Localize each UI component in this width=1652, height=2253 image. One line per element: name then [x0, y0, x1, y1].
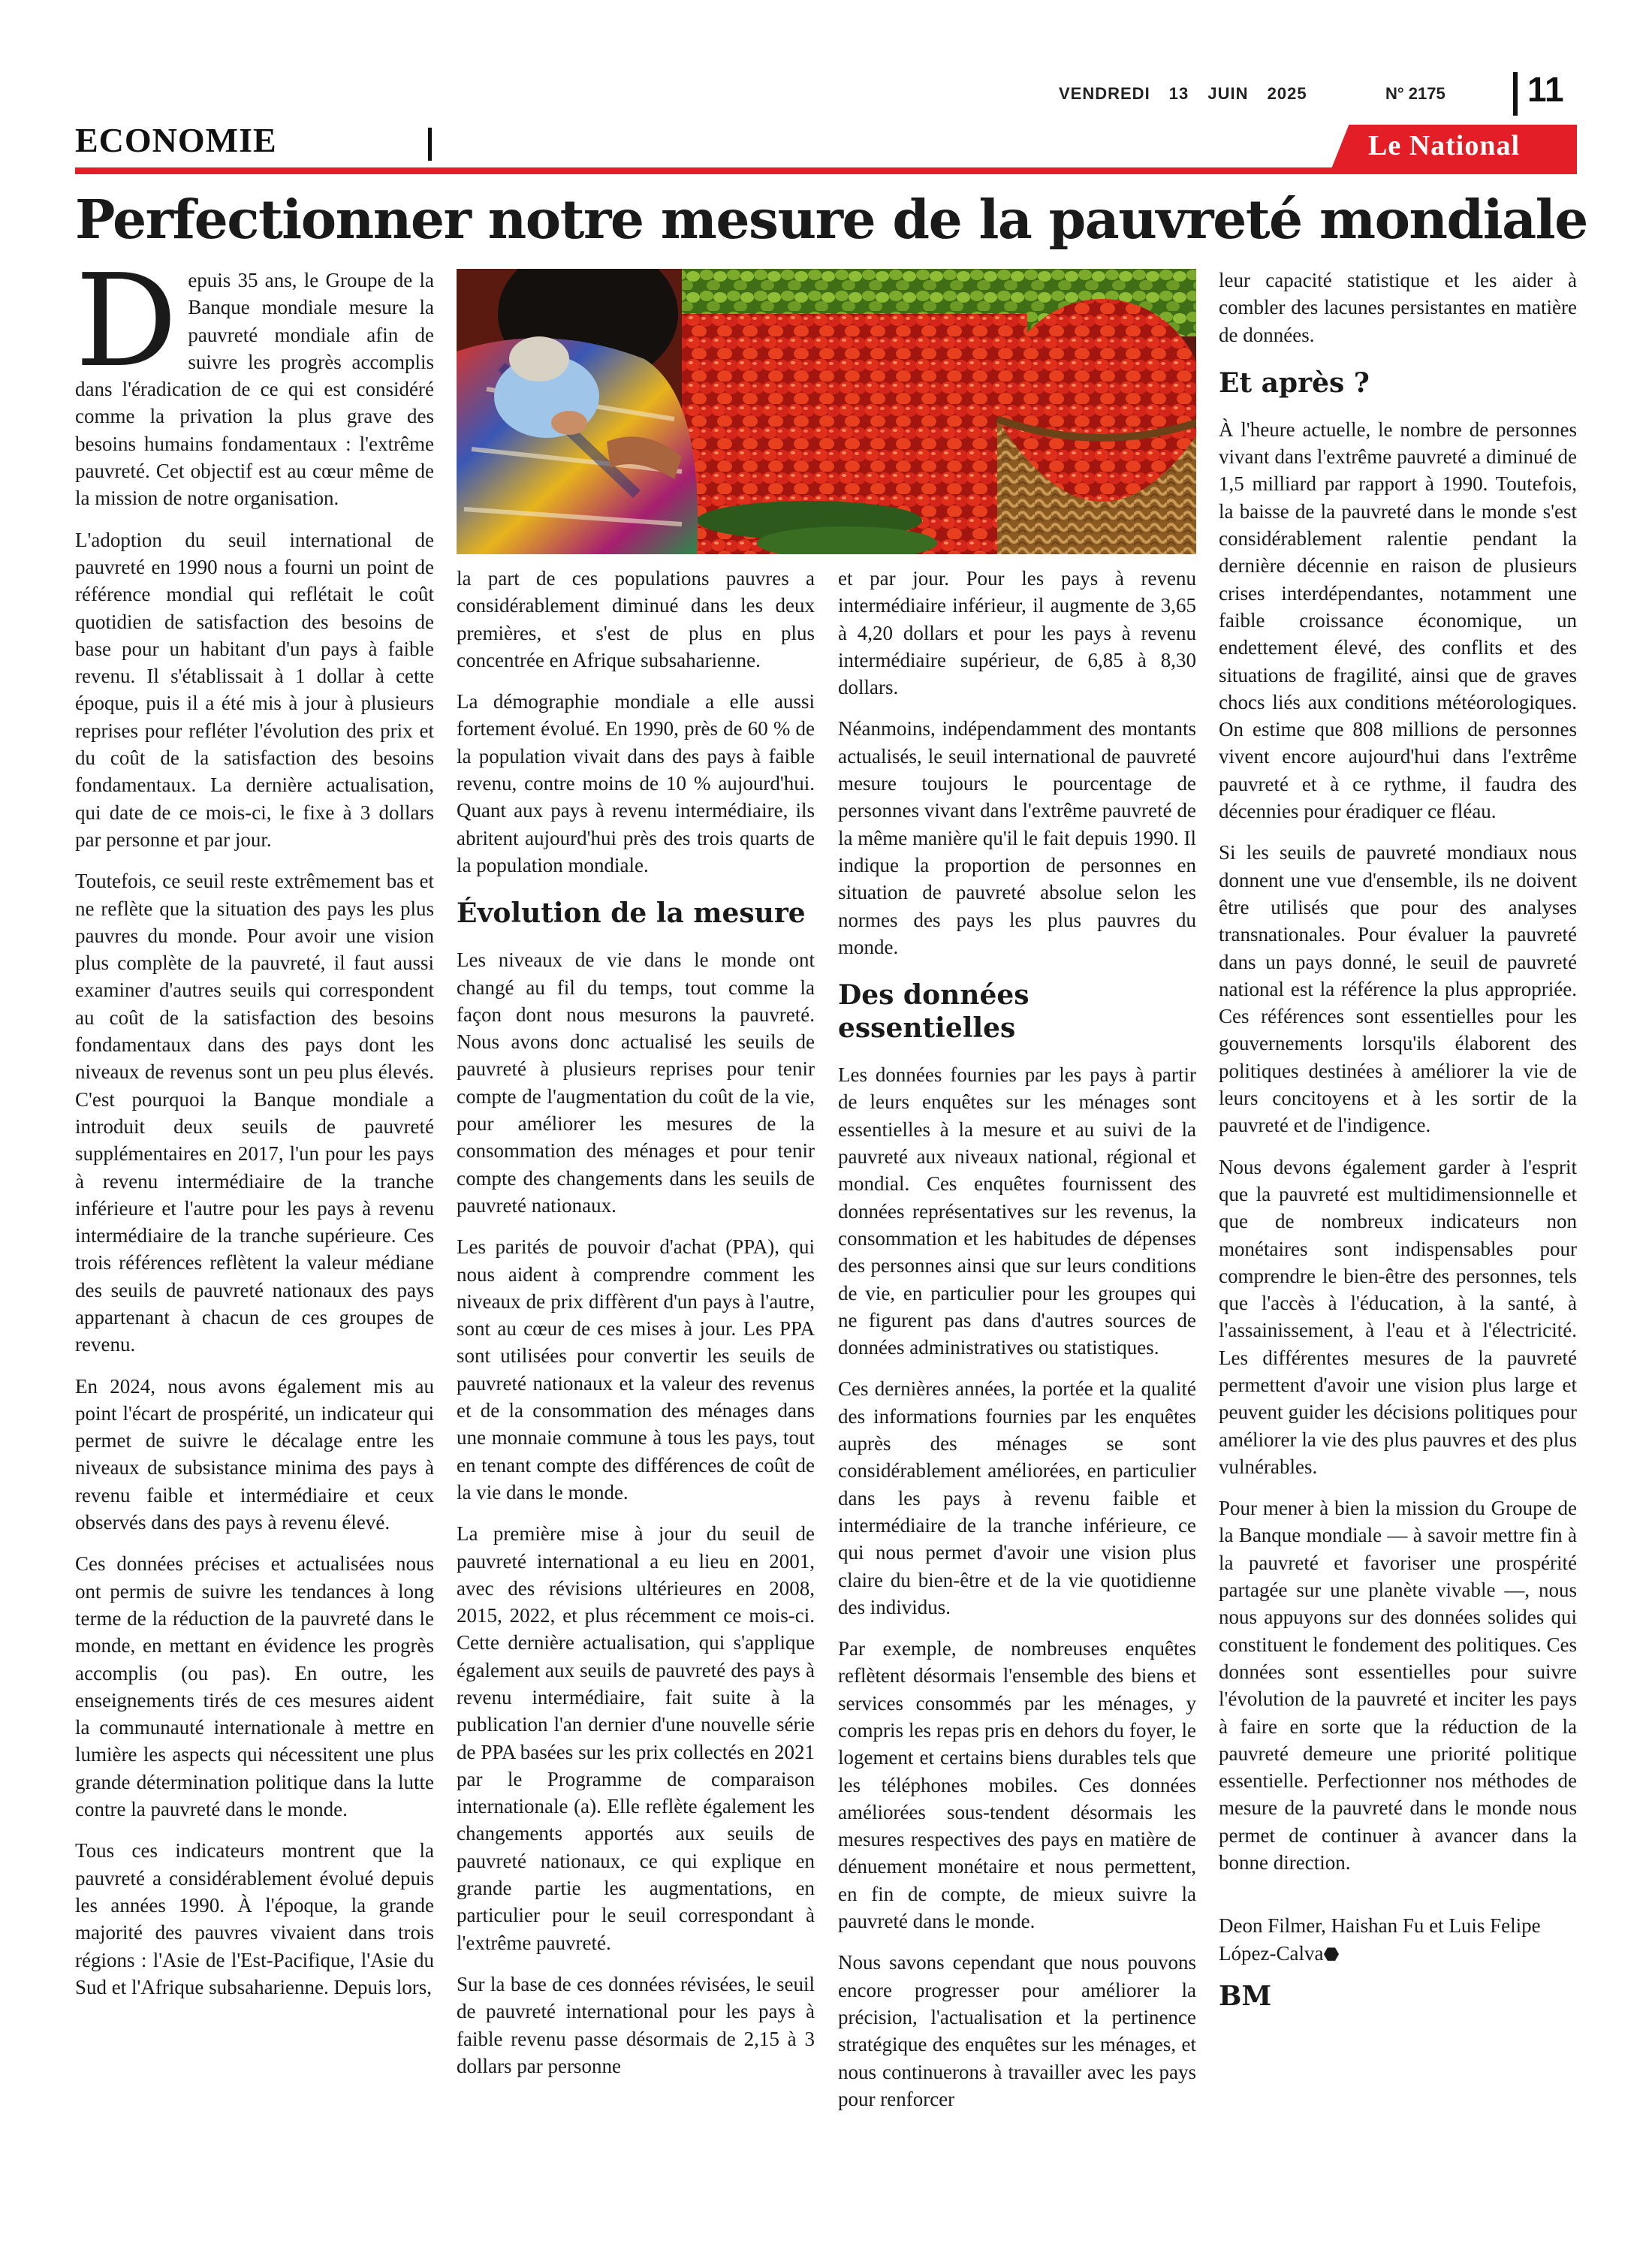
article-paragraph: L'adoption du seuil international de pauvreté en 1990 nous a fourni un point de référence mondial qui reflétait le coût quotidien de satisfaction des besoins de base pour un habitant d'un pays à faible revenu. Il s'établissait à 1 dollar à cette époque, puis il a été mis à jour à plusieurs reprises pour refléter l'évolution des prix et du coût de la satisfaction des besoins fondamentaux. La dernière actualisation, qui date de ce mois-ci, le fixe à 3 dollars par personne et par jour.	[75, 528, 434, 851]
end-mark-icon: ⬣	[1323, 1944, 1340, 1965]
article-column-1	[75, 267, 434, 2189]
article-paragraph: Néanmoins, indépendamment des montants actualisés, le seuil international de pauvreté mesure toujours le pourcentage de personnes vivant dans l'extrême pauvreté de la même manière qu'il le fait depuis 1990. Il indique la proportion de personnes en situation de pauvreté absolue selon les normes des pays les plus pauvres du monde.	[838, 717, 1196, 958]
article-paragraph: À l'heure actuelle, le nombre de personnes vivant dans l'extrême pauvreté a diminué de 1,5 milliard par rapport à 1990. Toutefois, la baisse de la pauvreté dans le monde s'est considérablement ralentie pendant la dernière décennie en raison de plusieurs crises interdépendantes, notamment une faible croissance économique, un endettement élevé, des conflits et des situations de fragilité, ainsi que de graves chocs liés aux conditions météorologiques. On estime que 808 millions de personnes vivent encore aujourd'hui dans l'extrême pauvreté et à ce rythme, il faudra des décennies pour éradiquer ce fléau.	[1219, 418, 1577, 823]
article-paragraph: Tous ces indicateurs montrent que la pauvreté a considérablement évolué depuis les années 1990. À l'époque, la grande majorité des pauvres vivaient dans trois régions : l'Asie de l'Est-Pacifique, l'Asie du Sud et l'Afrique subsaharienne. Depuis lors,	[75, 1839, 434, 1998]
author-byline: Deon Filmer, Haishan Fu et Luis Felipe López-Calva⬣	[1219, 1914, 1541, 1965]
article-paragraph: Toutefois, ce seuil reste extrêmement bas et ne reflète que la situation des pays les plus pauvres du monde. Pour avoir une vision plus complète de la pauvreté, il faut aussi examiner d'autres seuils qui correspondent au coût de la satisfaction des besoins fondamentaux dans des pays dont les niveaux de revenus sont un peu plus élevés. C'est pourquoi la Banque mondiale a introduit deux seuils de pauvreté supplémentaires en 2017, l'un pour les pays à revenu intermédiaire de la tranche inférieure et l'autre pour les pays à revenu intermédiaire de la tranche supérieure. Ces trois références reflètent la valeur médiane des seuils de pauvreté nationaux des pays appartenant à chacun de ces groupes de revenu.	[75, 870, 434, 1356]
article-paragraph: Sur la base de ces données révisées, le seuil de pauvreté international pour les pays à faible revenu passe désormais de 2,15 à 3 dollars par personne	[457, 1972, 815, 2077]
section-divider	[428, 128, 432, 161]
issue-date: VENDREDI 13 JUIN 2025	[1059, 84, 1307, 103]
subheading: Et après ?	[1219, 366, 1370, 399]
header-rule	[75, 167, 1577, 174]
page-number: 11	[1527, 70, 1564, 109]
article-column-2	[457, 565, 815, 2194]
drop-cap: D	[75, 267, 178, 396]
article-title: Perfectionner notre mesure de la pauvreté mondiale	[75, 188, 1587, 251]
article-paragraph: Pour mener à bien la mission du Groupe de la Banque mondiale — à savoir mettre fin à la pauvreté et favoriser une prospérité partagée sur une planète vivable —, nous nous appuyons sur des données solides qui constituent le fondement des politiques. Ces données sont essentielles pour suivre l'évolution de la pauvreté et inciter les pays à faire en sorte que la réduction de la pauvreté demeure une priorité politique essentielle. Perfectionner nos méthodes de mesure de la pauvreté dans le monde nous permet de continuer à avancer dans la bonne direction.	[1219, 1497, 1577, 1874]
article-paragraph: Les données fournies par les pays à partir de leurs enquêtes sur les ménages sont essentielles à la mesure et au suivi de la pauvreté aux niveaux national, régional et mondial. Ces enquêtes fournissent des données représentatives sur les revenus, la consommation et les habitudes de dépenses des personnes ainsi que sur leurs conditions de vie, en particulier pour les groupes qui ne figurent pas dans d'autres sources de données administratives ou statistiques.	[838, 1063, 1196, 1359]
article-paragraph: Les niveaux de vie dans le monde ont changé au fil du temps, tout comme la façon dont nous mesurons la pauvreté. Nous avons donc actualisé les seuils de pauvreté à plusieurs reprises pour tenir compte de l'augmentation du coût de la vie, pour améliorer les mesures de la consommation des ménages et pour tenir compte des changements dans les seuils de pauvreté nationaux.	[457, 949, 815, 1217]
market-vegetables-photo	[457, 269, 1196, 554]
article-paragraph: Depuis 35 ans, le Groupe de la Banque mondiale mesure la pauvreté mondiale afin de suivre les progrès accomplis dans l'éradication de ce qui est considéré comme la privation la plus grave des besoins humains fondamentaux : l'extrême pauvreté. Cet objectif est au cœur même de la mission de notre organisation.	[75, 267, 434, 510]
subheading: Des données essentielles	[838, 979, 1029, 1045]
article-paragraph: la part de ces populations pauvres a considérablement diminué dans les deux premières, et s'est de plus en plus concentrée en Afrique subsaharienne.	[457, 567, 815, 671]
article-paragraph: Si les seuils de pauvreté mondiaux nous donnent une vue d'ensemble, ils ne doivent être utilisés que pour des analyses transnationales. Pour évaluer la pauvreté dans un pays donné, le seuil de pauvreté national est la référence la plus appropriée. Ces références sont essentielles pour les gouvernements lorsqu'ils élaborent des politiques destinées à améliorer la vie de leurs concitoyens et à les sortir de la pauvreté et de l'indigence.	[1219, 841, 1577, 1137]
article-paragraph: Nous devons également garder à l'esprit que la pauvreté est multidimensionnelle et que de nombreux indicateurs non monétaires sont indispensables pour comprendre le bien-être des personnes, tels que l'accès à l'éducation, à la santé, à l'assainissement, à l'eau et à l'électricité. Les différentes mesures de la pauvreté permettent d'avoir une vision plus large et peuvent guider les décisions politiques pour améliorer la vie des plus pauvres et des plus vulnérables.	[1219, 1155, 1577, 1478]
source-signoff: BM	[1219, 1980, 1272, 2012]
issue-number: N° 2175	[1385, 84, 1446, 103]
header-divider	[1513, 72, 1518, 116]
publication-name: Le National	[1368, 130, 1521, 161]
article-paragraph: Ces données précises et actualisées nous ont permis de suivre les tendances à long terme de la réduction de la pauvreté dans le monde, en mettant en évidence les progrès accomplis (ou pas). En outre, les enseignements tirés de ces mesures aident la communauté internationale à mettre en lumière les aspects qui nécessitent une plus grande détermination politique dans la lutte contre la pauvreté dans le monde.	[75, 1552, 434, 1821]
article-paragraph: Par exemple, de nombreuses enquêtes reflètent désormais l'ensemble des biens et services consommés par les ménages, y compris les repas pris en dehors du foyer, le logement et certains biens durables tels que les téléphones mobiles. Ces données améliorées sous-tendent désormais les mesures respectives des pays en matière de dénuement monétaire et nous permettent, en fin de compte, de mieux suivre la pauvreté dans le monde.	[838, 1637, 1196, 1933]
article-paragraph: En 2024, nous avons également mis au point l'écart de prospérité, un indicateur qui permet de suivre le décalage entre les niveaux de subsistance minima des pays à revenu faible et intermédiaire et ceux observés dans des pays à revenu élevé.	[75, 1374, 434, 1534]
article-column-4	[1219, 267, 1577, 2219]
article-paragraph: Ces dernières années, la portée et la qualité des informations fournies par les enquêtes auprès des ménages se sont considérablement améliorées, en particulier dans les pays à revenu faible et intermédiaire de la tranche inférieure, ce qui nous permet d'avoir une vision plus claire du bien-être et de la vie quotidienne des individus.	[838, 1377, 1196, 1618]
article-paragraph: La première mise à jour du seuil de pauvreté international a eu lieu en 2001, avec des révisions ultérieures en 2008, 2015, 2022, et plus récemment ce mois-ci. Cette dernière actualisation, qui s'applique également aux seuils de pauvreté des pays à revenu intermédiaire, fait suite à la publication l'an dernier d'une nouvelle série de PPA basées sur les prix collectés en 2021 par le Programme de comparaison internationale (a). Elle reflète également les changements apportés aux seuils de pauvreté nationaux, ce qui explique en grande partie les augmentations, en particulier pour le seuil correspondant à l'extrême pauvreté.	[457, 1522, 815, 1954]
subheading: Évolution de la mesure	[457, 897, 806, 930]
article-column-3	[838, 565, 1196, 2194]
article-paragraph: leur capacité statistique et les aider à combler des lacunes persistantes en matière de données.	[1219, 269, 1577, 346]
article-paragraph: La démographie mondiale a elle aussi fortement évolué. En 1990, près de 60 % de la population vivait dans des pays à faible revenu, contre moins de 10 % aujourd'hui. Quant aux pays à revenu intermédiaire, ils abritent aujourd'hui près des trois quarts de la population mondiale.	[457, 690, 815, 876]
section-label: ECONOMIE	[75, 121, 277, 159]
article-paragraph: Nous savons cependant que nous pouvons encore progresser pour améliorer la précision, l'actualisation et la pertinence stratégique des enquêtes sur les ménages, et nous continuerons à travailler avec les pays pour renforcer	[838, 1951, 1196, 2110]
article-paragraph: Les parités de pouvoir d'achat (PPA), qui nous aident à comprendre comment les niveaux de prix diffèrent d'un pays à l'autre, sont au cœur de ces mises à jour. Les PPA sont utilisées pour convertir les seuils de pauvreté nationaux et la valeur des revenus et de la consommation des ménages dans une monnaie commune à tous les pays, tout en tenant compte des différences de coût de la vie dans le monde.	[457, 1235, 815, 1504]
article-paragraph: et par jour. Pour les pays à revenu intermédiaire inférieur, il augmente de 3,65 à 4,20 dollars et pour les pays à revenu intermédiaire supérieur, de 6,85 à 8,30 dollars.	[838, 567, 1196, 699]
